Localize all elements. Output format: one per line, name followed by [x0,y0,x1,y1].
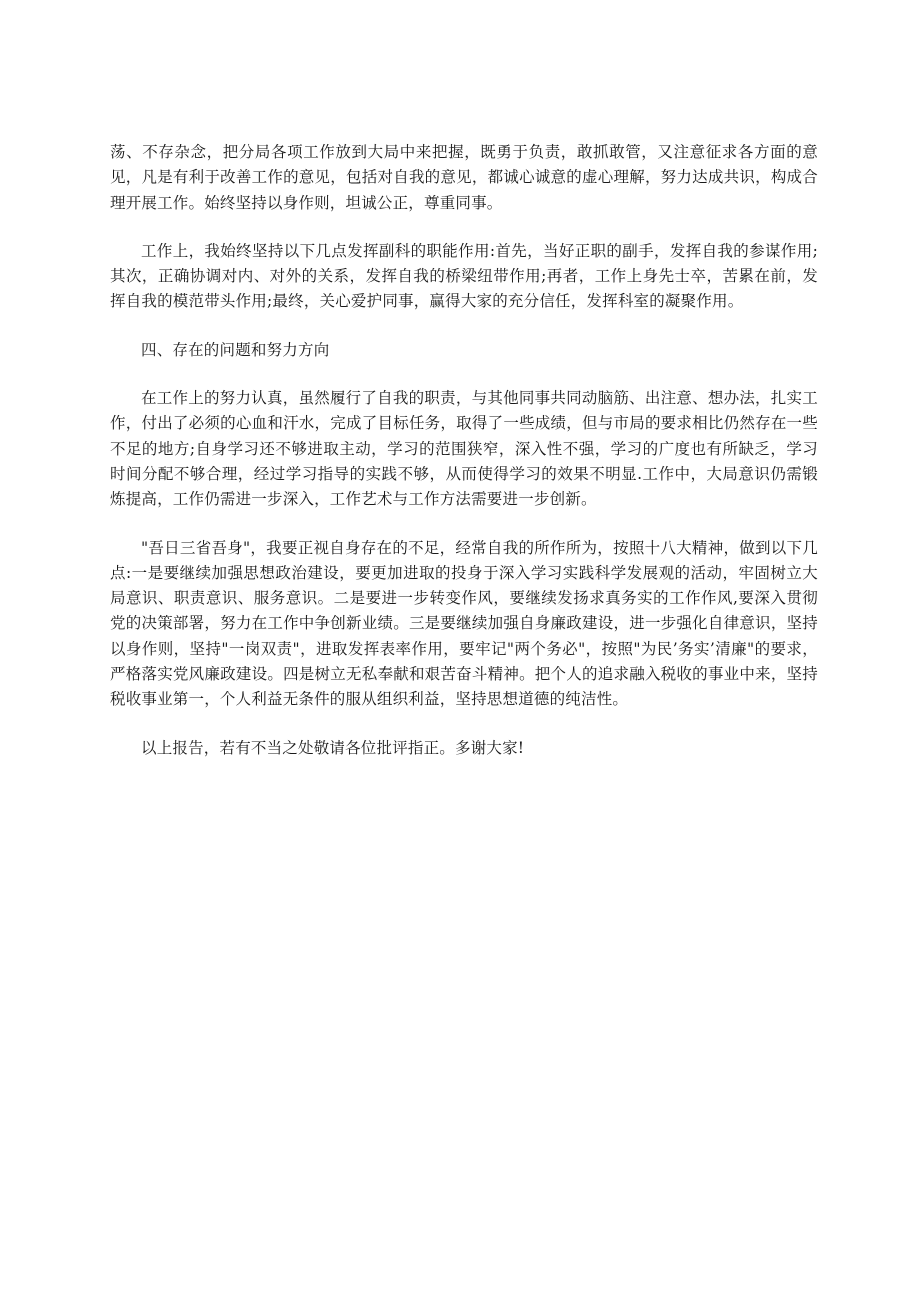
paragraph-closing: 以上报告，若有不当之处敬请各位批评指正。多谢大家! [141,738,525,757]
paragraph-improvements: "吾日三省吾身"，我要正视自身存在的不足，经常自我的所作所为，按照十八大精神，做到以下几点:一是要继续加强思想政治建设，要更加进取的投身于深入学习实践科学发展观的活动，牢固树立大局意识、职责意识、服务意识。二是要进一步转变作风，要继续发扬求真务实的工作作风,要深入贯彻党的决策部署，努力在工作中争创新业绩。三是要继续加强自身廉政建设，进一步强化自律意识，坚持以身作则，坚持"一岗双责"，进取发挥表率作用，要牢记"两个务必"，按照"为民’务实’清廉"的要求，严格落实党风廉政建设。四是树立无私奉献和艰苦奋斗精神。把个人的追求融入税收的事业中来，坚持税收事业第一，个人利益无条件的服从组织利益，坚持思想道德的纯洁性。 [110,538,818,709]
section-heading-problems: 四、存在的问题和努力方向 [141,340,330,359]
paragraph-continuation: 荡、不存杂念，把分局各项工作放到大局中来把握，既勇于负责，敢抓敢管，又注意征求各方面的意见，凡是有利于改善工作的意见，包括对自我的意见，都诚心诚意的虚心理解，努力达成共识，构成合理开展工作。始终坚持以身作则，坦诚公正，尊重同事。 [110,143,818,212]
paragraph-work-duties: 工作上，我始终坚持以下几点发挥副科的职能作用:首先，当好正职的副手，发挥自我的参谋作用;其次，正确协调对内、对外的关系，发挥自我的桥梁纽带作用;再者，工作上身先士卒，苦累在前，发挥自我的模范带头作用;最终，关心爱护同事，赢得大家的充分信任，发挥科室的凝聚作用。 [110,241,818,311]
document-body [110,140,818,784]
paragraph-shortcomings: 在工作上的努力认真，虽然履行了自我的职责，与其他同事共同动脑筋、出注意、想办法，扎实工作，付出了必须的心血和汗水，完成了目标任务，取得了一些成绩，但与市局的要求相比仍然存在一些不足的地方;自身学习还不够进取主动，学习的范围狭窄，深入性不强，学习的广度也有所缺乏，学习时间分配不够合理，经过学习指导的实践不够，从而使得学习的效果不明显.工作中，大局意识仍需锻炼提高，工作仍需进一步深入，工作艺术与工作方法需要进一步创新。 [110,389,818,509]
